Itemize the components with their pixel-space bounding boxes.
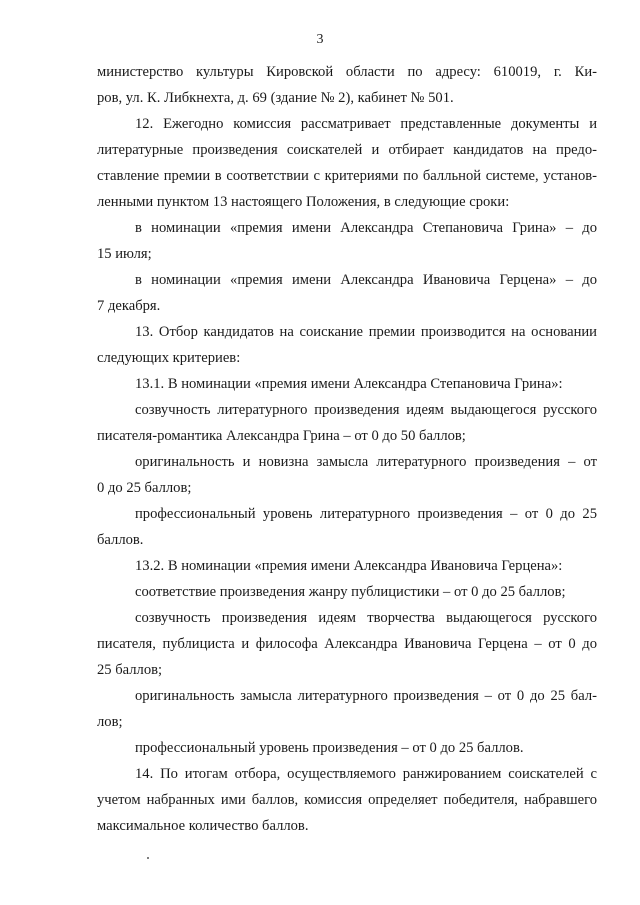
text-line-24: 25 баллов; (97, 662, 163, 678)
text-line-28: 14. По итогам отбора, осуществляемого ранжированием соискателей с (135, 766, 597, 782)
text-line-4: литературные произведения соискателей и отбирает кандидатов на предо- (97, 142, 597, 158)
text-line-11: 13. Отбор кандидатов на соискание премии производится на основании (135, 324, 597, 340)
text-line-5: ставление премии в соответствии с критериями по балльной системе, установ- (97, 168, 597, 184)
text-line-3: 12. Ежегодно комиссия рассматривает представленные документы и (135, 116, 597, 132)
text-line-20: 13.2. В номинации «премия имени Александра Ивановича Герцена»: (135, 558, 563, 574)
text-line-15: писателя-романтика Александра Грина – от 0 до 50 баллов; (97, 428, 466, 444)
text-line-2: ров, ул. К. Либкнехта, д. 69 (здание № 2), кабинет № 501. (97, 90, 454, 106)
text-line-7: в номинации «премия имени Александра Степановича Грина» – до (135, 220, 597, 236)
text-line-27: профессиональный уровень произведения – от 0 до 25 баллов. (135, 740, 524, 756)
text-line-23: писателя, публициста и философа Александра Ивановича Герцена – от 0 до (97, 636, 597, 652)
text-line-12: следующих критериев: (97, 350, 241, 366)
text-line-6: ленными пунктом 13 настоящего Положения, в следующие сроки: (97, 194, 510, 210)
text-line-29: учетом набранных ими баллов, комиссия определяет победителя, набравшего (97, 792, 597, 808)
text-line-26: лов; (97, 714, 123, 730)
text-line-30: максимальное количество баллов. (97, 818, 309, 834)
text-line-10: 7 декабря. (97, 298, 161, 314)
scan-speck (147, 857, 149, 859)
text-line-19: баллов. (97, 532, 144, 548)
text-line-22: созвучность произведения идеям творчества выдающегося русского (135, 610, 597, 626)
text-line-25: оригинальность замысла литературного произведения – от 0 до 25 бал- (135, 688, 597, 704)
text-line-8: 15 июля; (97, 246, 152, 262)
page-number: 3 (316, 32, 324, 47)
text-line-18: профессиональный уровень литературного произведения – от 0 до 25 (135, 506, 597, 522)
text-line-13: 13.1. В номинации «премия имени Александра Степановича Грина»: (135, 376, 563, 392)
text-line-14: созвучность литературного произведения идеям выдающегося русского (135, 402, 597, 418)
text-line-16: оригинальность и новизна замысла литературного произведения – от (135, 454, 597, 470)
text-line-1: министерство культуры Кировской области по адресу: 610019, г. Ки- (97, 64, 597, 80)
text-line-21: соответствие произведения жанру публицистики – от 0 до 25 баллов; (135, 584, 566, 600)
text-line-9: в номинации «премия имени Александра Ивановича Герцена» – до (135, 272, 597, 288)
text-line-17: 0 до 25 баллов; (97, 480, 192, 496)
